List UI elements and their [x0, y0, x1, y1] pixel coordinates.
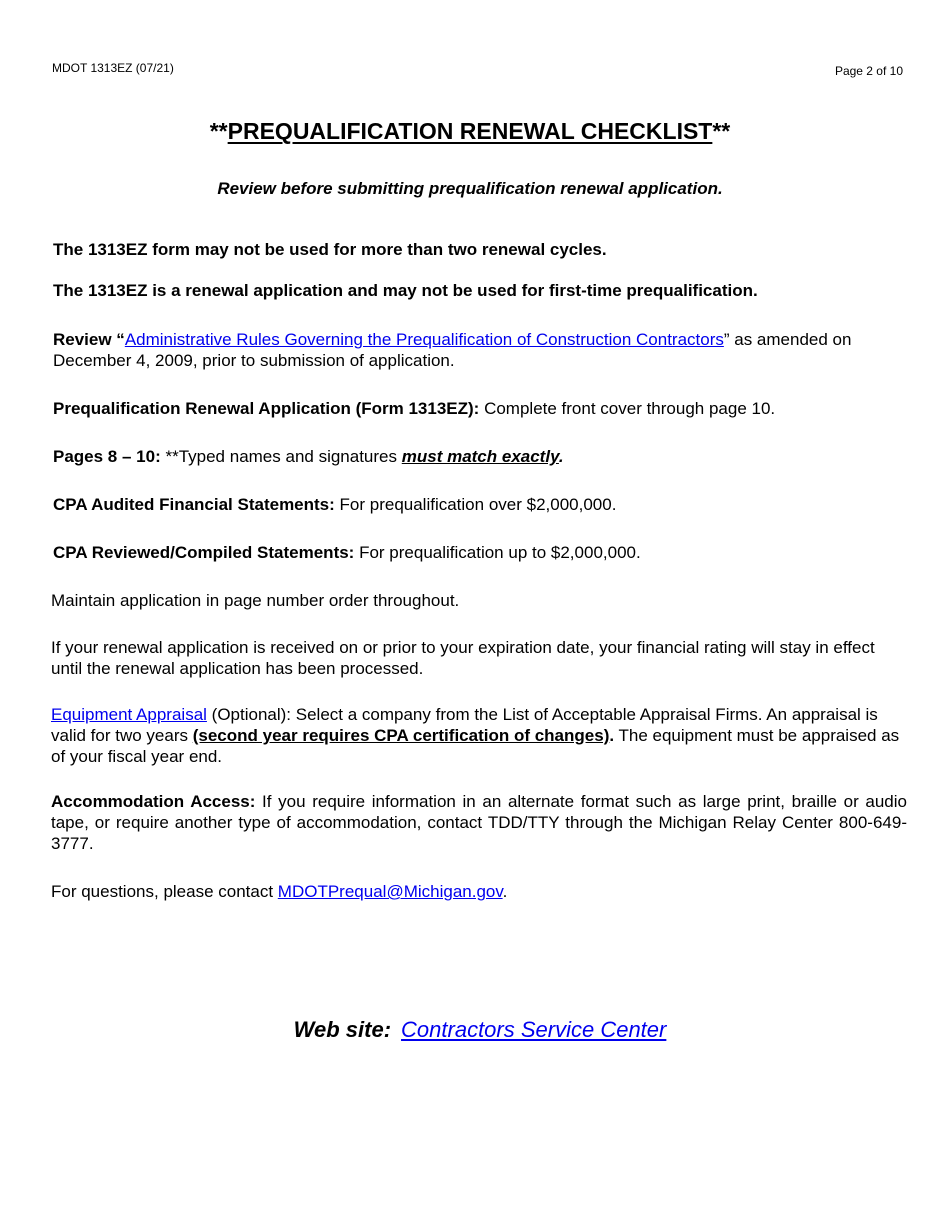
- website-line: [0, 1017, 950, 1043]
- equipment-appraisal-link[interactable]: Equipment Appraisal: [51, 705, 207, 724]
- title-prefix: **: [209, 118, 228, 144]
- maintain-order-paragraph: Maintain application in page number order throughout.: [51, 591, 460, 610]
- equipment-text1: (Optional): Select a company from the List of Acceptable Appraisal Firms. An appraisal is valid for two years: [51, 705, 878, 745]
- cpa-audited-label: CPA Audited Financial Statements:: [53, 495, 335, 514]
- contractors-service-center-link[interactable]: Contractors Service Center: [401, 1017, 667, 1042]
- pages-end: .: [558, 447, 564, 466]
- title-suffix: **: [712, 118, 731, 144]
- administrative-rules-link[interactable]: Administrative Rules Governing the Prequalification of Construction Contractors: [124, 330, 724, 349]
- cpa-reviewed-paragraph: [53, 542, 905, 563]
- accommodation-paragraph: [51, 791, 907, 854]
- pages-label: Pages 8 – 10:: [53, 447, 161, 466]
- website-label: Web site:: [293, 1017, 392, 1042]
- application-text: Complete front cover through page 10.: [479, 399, 776, 418]
- review-label: Review “: [53, 330, 125, 349]
- equipment-bold: (second year requires CPA certification of changes): [192, 726, 610, 745]
- review-paragraph: [53, 329, 905, 371]
- application-paragraph: [53, 398, 905, 419]
- application-label: Prequalification Renewal Application (Form 1313EZ):: [53, 399, 480, 418]
- accommodation-label: Accommodation Access:: [51, 792, 256, 811]
- must-match-emphasis: must match exactly: [401, 447, 559, 466]
- equipment-text2-visible: The equipment must be appraised as of your fiscal year end.: [51, 726, 900, 766]
- title-text: PREQUALIFICATION RENEWAL CHECKLIST: [227, 118, 713, 144]
- cpa-reviewed-text: For prequalification up to $2,000,000.: [354, 543, 641, 562]
- equipment-paragraph: [51, 704, 907, 767]
- email-link[interactable]: MDOTPrequal@Michigan.gov: [277, 882, 503, 901]
- page-title: [0, 118, 940, 145]
- form-id: MDOT 1313EZ (07/21): [52, 61, 174, 75]
- cpa-audited-paragraph: [53, 494, 905, 515]
- cpa-audited-text: For prequalification over $2,000,000.: [334, 495, 617, 514]
- accommodation-text: If you require information in an alternate format such as large print, braille or audio tape, or require another type of accommodation, contact TDD/TTY through the Michigan Relay Center 800-649-3777.: [51, 792, 907, 853]
- renewal-note-paragraph: If your renewal application is received on or prior to your expiration date, your financial rating will stay in effect until the renewal application has been processed.: [51, 638, 875, 678]
- review-rest: ” as amended on December 4, 2009, prior to submission of application.: [53, 330, 852, 370]
- page-number: Page 2 of 10: [834, 64, 903, 78]
- pages-text: **Typed names and signatures: [160, 447, 402, 466]
- questions-end: .: [502, 882, 508, 901]
- rule-not-first-time: The 1313EZ is a renewal application and may not be used for first-time prequalification.: [53, 281, 758, 300]
- pages-paragraph: [53, 446, 905, 467]
- rule-renewal-cycles: The 1313EZ form may not be used for more than two renewal cycles.: [53, 240, 607, 259]
- equipment-period: .: [609, 726, 615, 745]
- cpa-reviewed-label: CPA Reviewed/Compiled Statements:: [53, 543, 355, 562]
- subtitle: Review before submitting prequalification renewal application.: [217, 179, 723, 198]
- questions-paragraph: [51, 881, 907, 902]
- questions-text: For questions, please contact: [51, 882, 278, 901]
